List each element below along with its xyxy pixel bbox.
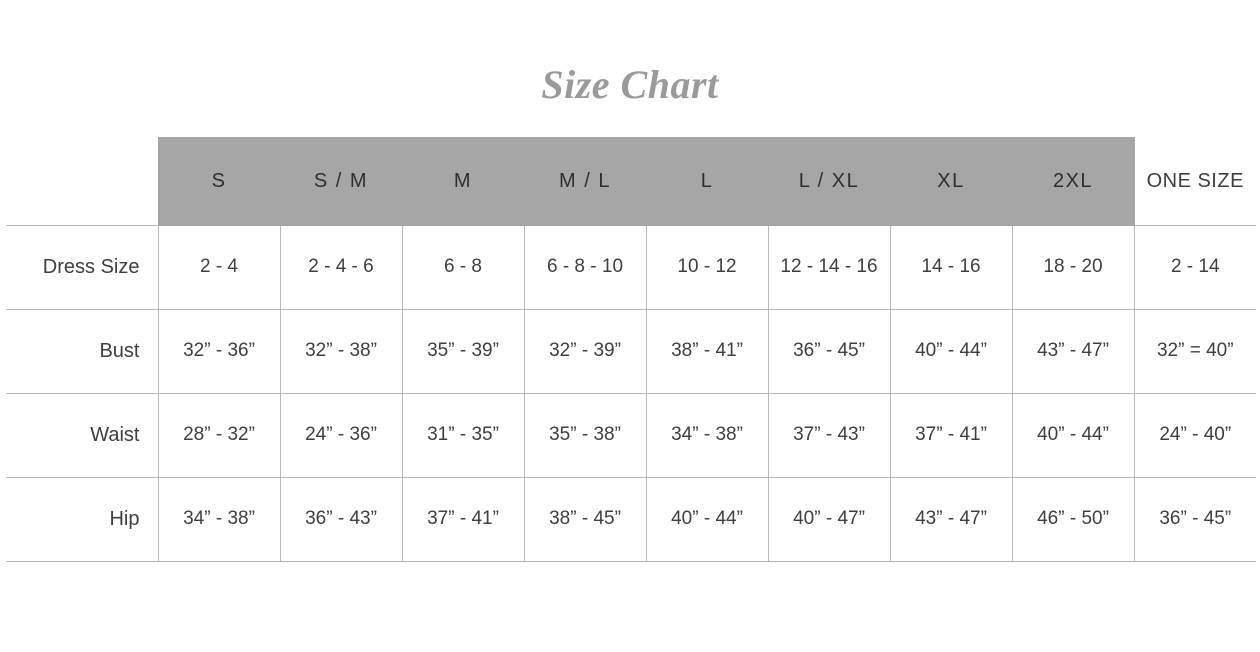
cell-hip-m-l: 38” - 45” (524, 477, 646, 561)
cell-bust-m: 35” - 39” (402, 309, 524, 393)
table-row (6, 225, 1256, 309)
row-label-dress-size: Dress Size (6, 225, 158, 309)
column-header-s-m: S / M (280, 137, 402, 225)
cell-hip-one-size: 36” - 45” (1134, 477, 1256, 561)
row-label-waist: Waist (6, 393, 158, 477)
column-header-m-l: M / L (524, 137, 646, 225)
cell-bust-m-l: 32” - 39” (524, 309, 646, 393)
cell-hip-l: 40” - 44” (646, 477, 768, 561)
cell-bust-s: 32” - 36” (158, 309, 280, 393)
cell-hip-xl: 43” - 47” (890, 477, 1012, 561)
column-header-l: L (646, 137, 768, 225)
cell-waist-one-size: 24” - 40” (1134, 393, 1256, 477)
column-header-s: S (158, 137, 280, 225)
cell-hip-l-xl: 40” - 47” (768, 477, 890, 561)
cell-bust-s-m: 32” - 38” (280, 309, 402, 393)
column-header-2xl: 2XL (1012, 137, 1134, 225)
size-chart-table-wrapper (0, 137, 1260, 562)
cell-dress-size-2xl: 18 - 20 (1012, 225, 1134, 309)
table-corner-cell (6, 137, 158, 225)
cell-dress-size-xl: 14 - 16 (890, 225, 1012, 309)
row-label-hip: Hip (6, 477, 158, 561)
cell-waist-m: 31” - 35” (402, 393, 524, 477)
row-label-bust: Bust (6, 309, 158, 393)
cell-dress-size-one-size: 2 - 14 (1134, 225, 1256, 309)
cell-dress-size-l: 10 - 12 (646, 225, 768, 309)
cell-bust-l-xl: 36” - 45” (768, 309, 890, 393)
table-head (6, 137, 1256, 225)
cell-waist-s-m: 24” - 36” (280, 393, 402, 477)
cell-hip-m: 37” - 41” (402, 477, 524, 561)
column-header-m: M (402, 137, 524, 225)
cell-bust-one-size: 32” = 40” (1134, 309, 1256, 393)
cell-waist-2xl: 40” - 44” (1012, 393, 1134, 477)
cell-hip-s-m: 36” - 43” (280, 477, 402, 561)
cell-hip-s: 34” - 38” (158, 477, 280, 561)
column-header-one-size: ONE SIZE (1134, 137, 1256, 225)
cell-waist-l-xl: 37” - 43” (768, 393, 890, 477)
column-header-xl: XL (890, 137, 1012, 225)
size-chart-table (6, 137, 1256, 562)
cell-bust-2xl: 43” - 47” (1012, 309, 1134, 393)
table-header-row (6, 137, 1256, 225)
column-header-l-xl: L / XL (768, 137, 890, 225)
cell-dress-size-l-xl: 12 - 14 - 16 (768, 225, 890, 309)
cell-dress-size-m-l: 6 - 8 - 10 (524, 225, 646, 309)
cell-waist-s: 28” - 32” (158, 393, 280, 477)
cell-dress-size-s-m: 2 - 4 - 6 (280, 225, 402, 309)
cell-dress-size-m: 6 - 8 (402, 225, 524, 309)
cell-bust-l: 38” - 41” (646, 309, 768, 393)
cell-dress-size-s: 2 - 4 (158, 225, 280, 309)
cell-hip-2xl: 46” - 50” (1012, 477, 1134, 561)
size-chart-page (0, 27, 1260, 652)
cell-waist-xl: 37” - 41” (890, 393, 1012, 477)
cell-waist-m-l: 35” - 38” (524, 393, 646, 477)
page-title: Size Chart (541, 61, 719, 107)
cell-waist-l: 34” - 38” (646, 393, 768, 477)
table-row (6, 309, 1256, 393)
table-row (6, 393, 1256, 477)
table-row (6, 477, 1256, 561)
table-body (6, 225, 1256, 561)
cell-bust-xl: 40” - 44” (890, 309, 1012, 393)
